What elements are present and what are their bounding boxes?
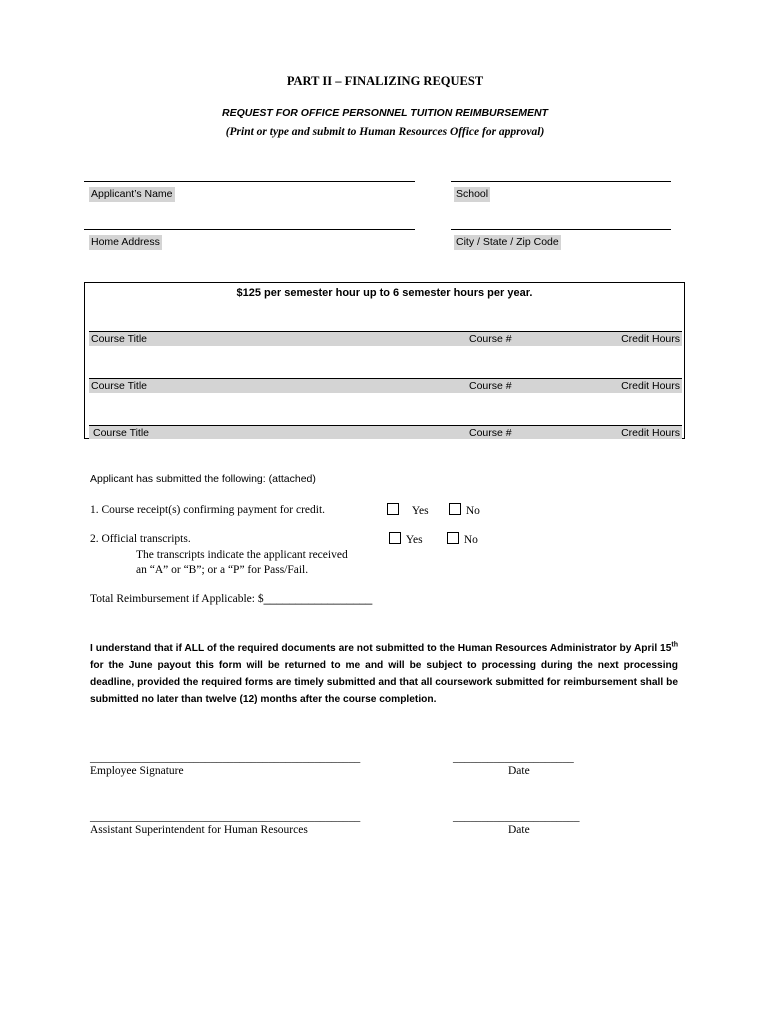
course-title-label: Course Title (91, 380, 148, 392)
checkbox[interactable] (447, 532, 459, 544)
home-address-label: Home Address (91, 236, 160, 248)
credit-hours-label: Credit Hours (621, 427, 680, 439)
yes-label: Yes (411, 505, 429, 517)
checkbox[interactable] (449, 503, 461, 515)
transcripts-item-label: 2. Official transcripts. (90, 533, 191, 545)
date-label: Date (508, 824, 530, 836)
transcript-note-line: The transcripts indicate the applicant received (136, 549, 348, 561)
receipt-no-option[interactable] (449, 503, 480, 517)
school-label: School (456, 188, 489, 200)
date-line[interactable]: _____________________ (453, 752, 574, 764)
course-number-label: Course # (469, 333, 512, 345)
no-label: No (463, 534, 478, 546)
course-number-label: Course # (469, 427, 512, 439)
form-instructions: (Print or type and submit to Human Resources Office for approval) (225, 126, 545, 138)
submitted-heading: Applicant has submitted the following: (attached) (90, 473, 316, 485)
statement-superscript: th (671, 641, 678, 649)
employee-signature-label: Employee Signature (90, 765, 184, 777)
city-state-zip-line[interactable] (451, 229, 671, 230)
school-line[interactable] (451, 181, 671, 182)
asst-superintendent-label: Assistant Superintendent for Human Resources (90, 824, 308, 836)
total-reimbursement[interactable] (90, 593, 372, 605)
course-row[interactable] (89, 425, 682, 439)
date-label: Date (508, 765, 530, 777)
acknowledgement-statement (90, 640, 678, 708)
total-blank[interactable]: _________________ (263, 593, 373, 605)
course-title-label: Course Title (91, 333, 148, 345)
city-state-zip-label: City / State / Zip Code (456, 236, 559, 248)
home-address-line[interactable] (84, 229, 415, 230)
statement-part1: I understand that if ALL of the required documents are not submitted to the Human Resources Administrator by April 15 (90, 643, 672, 654)
receipt-yes-option[interactable] (387, 503, 429, 517)
course-box (84, 282, 685, 439)
employee-signature-line[interactable]: _______________________________________________ (90, 752, 361, 764)
credit-hours-label: Credit Hours (621, 380, 680, 392)
yes-label: Yes (405, 534, 423, 546)
statement-part2: for the June payout this form will be returned to me and will be subject to processing during the next processing deadline, provided the required forms are timely submitted and that all coursework submitted for reimbursement shall be submitted no later than twelve (12) months after the course completion. (90, 660, 678, 705)
checkbox[interactable] (387, 503, 399, 515)
asst-superintendent-signature-line[interactable]: _______________________________________________ (90, 811, 361, 823)
no-label: No (465, 505, 480, 517)
applicant-name-line[interactable] (84, 181, 415, 182)
course-title-label: Course Title (93, 427, 150, 439)
form-subtitle: REQUEST FOR OFFICE PERSONNEL TUITION REIMBURSEMENT (222, 107, 548, 119)
applicant-name-label: Applicant’s Name (91, 188, 173, 200)
receipt-item-label: 1. Course receipt(s) confirming payment for credit. (90, 504, 326, 516)
transcript-note-line: an “A” or “B”; or a “P” for Pass/Fail. (136, 564, 309, 576)
transcripts-yes-option[interactable] (389, 532, 423, 546)
course-row[interactable] (89, 378, 682, 393)
rate-note: $125 per semester hour up to 6 semester hours per year. (236, 287, 533, 299)
checkbox[interactable] (389, 532, 401, 544)
credit-hours-label: Credit Hours (621, 333, 680, 345)
date-line[interactable]: ______________________ (453, 811, 580, 823)
total-label: Total Reimbursement if Applicable: $ (90, 593, 264, 605)
course-number-label: Course # (469, 380, 512, 392)
transcripts-no-option[interactable] (447, 532, 478, 546)
course-row[interactable] (89, 331, 682, 346)
page-title: PART II – FINALIZING REQUEST (286, 74, 484, 88)
